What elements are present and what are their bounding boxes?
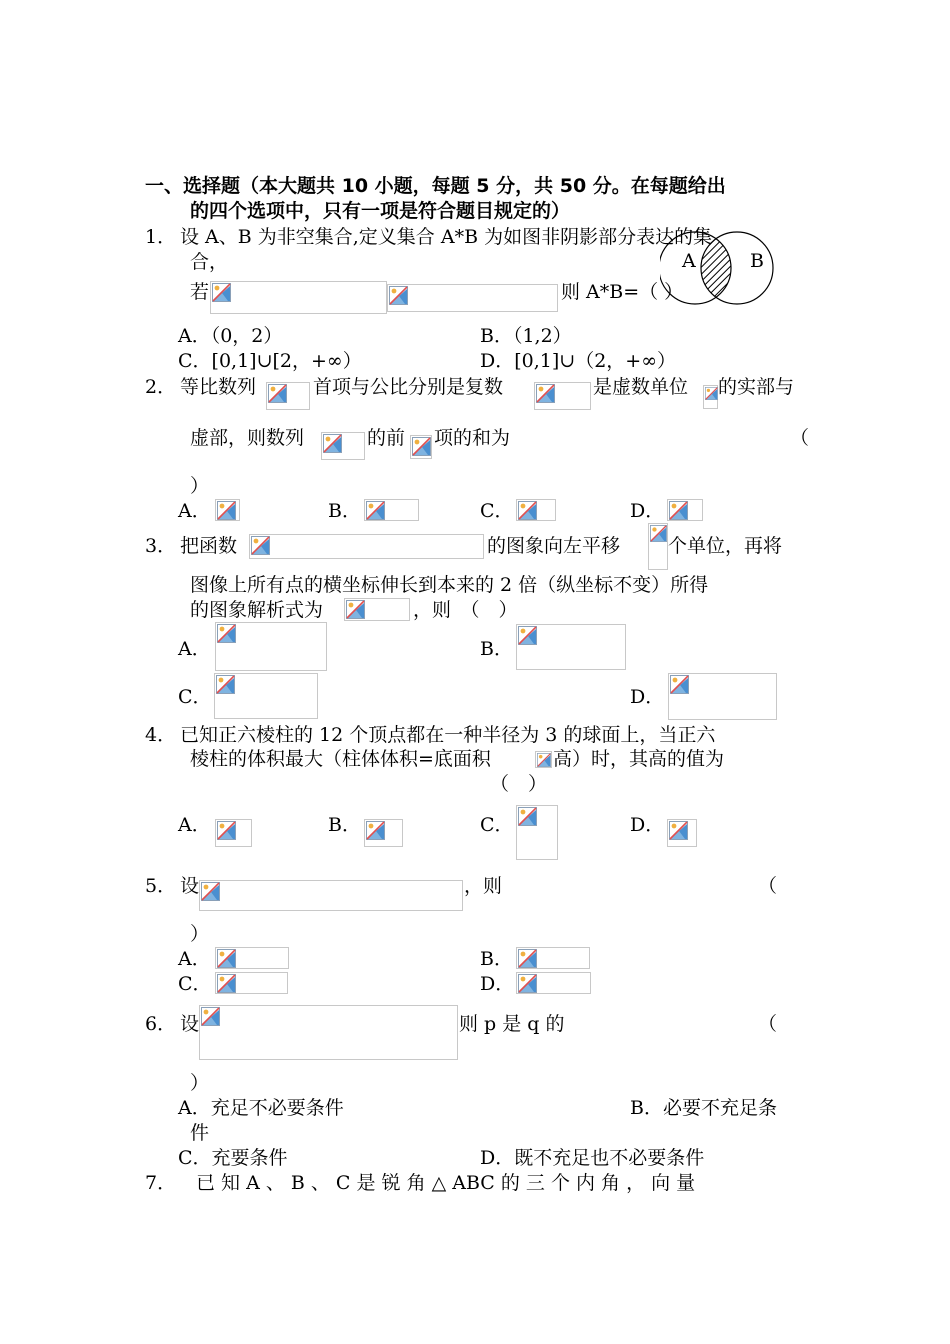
q5-option-c: C． bbox=[178, 973, 212, 995]
section-heading-line1: 一、选择题（本大题共 10 小题，每题 5 分，共 50 分。在每题给出 bbox=[145, 175, 726, 197]
broken-image-icon bbox=[217, 974, 236, 993]
q4-option-b-image bbox=[364, 819, 403, 847]
q4-number: 4． bbox=[145, 724, 177, 746]
broken-image-icon bbox=[518, 807, 537, 826]
q6-paren-close: ） bbox=[190, 1072, 210, 1094]
q2-option-d-image bbox=[667, 499, 703, 521]
q6-paren-open: （ bbox=[758, 1013, 778, 1035]
q2-option-d: D． bbox=[630, 500, 665, 522]
broken-image-icon bbox=[366, 501, 385, 520]
broken-image-icon bbox=[201, 882, 220, 901]
q1-option-c: C．[0,1]∪[2，+∞） bbox=[178, 350, 362, 372]
q5-option-d-image bbox=[516, 972, 591, 994]
q5-paren-close: ） bbox=[190, 923, 210, 945]
q3-text-line3b: ，则 （ ） bbox=[413, 599, 518, 621]
q2-formula-image-seq2 bbox=[321, 432, 365, 460]
broken-image-icon bbox=[670, 675, 689, 694]
q6-number: 6． bbox=[145, 1013, 177, 1035]
q2-text-line2c: 项的和为 bbox=[434, 427, 511, 449]
q3-formula-image-shift bbox=[648, 523, 668, 570]
broken-image-icon bbox=[216, 675, 235, 694]
q2-number: 2． bbox=[145, 376, 177, 398]
q1-if: 若 bbox=[190, 281, 210, 303]
q1-option-a: A．（0，2） bbox=[178, 325, 283, 347]
q3-text-line3a: 的图象解析式为 bbox=[190, 599, 324, 621]
broken-image-icon bbox=[346, 600, 365, 619]
q3-option-d: D． bbox=[630, 686, 665, 708]
broken-image-icon bbox=[518, 501, 537, 520]
q1-number: 1． bbox=[145, 226, 177, 248]
broken-image-icon bbox=[518, 974, 537, 993]
q2-text-line2b: 的前 bbox=[367, 427, 406, 449]
q7-number: 7． bbox=[145, 1172, 177, 1194]
q3-formula-image-result bbox=[344, 598, 410, 621]
q2-formula-image-seq bbox=[266, 382, 310, 410]
q4-formula-image-times bbox=[535, 751, 552, 768]
section-heading-line2: 的四个选项中，只有一项是符合题目规定的） bbox=[190, 200, 571, 222]
broken-image-icon bbox=[217, 624, 236, 643]
q2-option-c-image bbox=[516, 499, 556, 521]
q6-formula-image bbox=[199, 1005, 458, 1060]
q5-option-b: B． bbox=[480, 948, 513, 970]
q5-option-a: A． bbox=[178, 948, 211, 970]
q4-option-c: C． bbox=[480, 814, 514, 836]
q1-formula-image-2 bbox=[387, 284, 558, 312]
broken-image-icon bbox=[669, 821, 688, 840]
q2-option-b-image bbox=[364, 499, 419, 521]
broken-image-icon bbox=[366, 821, 385, 840]
q3-option-b-image bbox=[516, 624, 626, 670]
broken-image-icon bbox=[536, 384, 555, 403]
broken-image-icon bbox=[251, 536, 270, 555]
q2-text-4: 的实部与 bbox=[718, 376, 795, 398]
q6-option-a: A．充足不必要条件 bbox=[178, 1097, 344, 1119]
broken-image-icon bbox=[537, 753, 551, 767]
q1-option-b: B．（1,2） bbox=[480, 325, 572, 347]
q5-option-b-image bbox=[516, 947, 590, 969]
q4-text-line2b: 高）时，其高的值为 bbox=[553, 748, 725, 770]
q4-text-line1: 已知正六棱柱的 12 个顶点都在一种半径为 3 的球面上，当正六 bbox=[180, 724, 716, 746]
q3-option-d-image bbox=[668, 673, 777, 720]
broken-image-icon bbox=[705, 387, 718, 400]
q5-option-d: D． bbox=[480, 973, 515, 995]
q4-option-d-image bbox=[667, 819, 697, 847]
broken-image-icon bbox=[217, 501, 236, 520]
q3-formula-image-func bbox=[249, 534, 484, 559]
broken-image-icon bbox=[518, 626, 537, 645]
venn-diagram bbox=[660, 230, 780, 306]
broken-image-icon bbox=[412, 437, 431, 456]
q3-text-2: 的图象向左平移 bbox=[487, 535, 621, 557]
q2-option-c: C． bbox=[480, 500, 514, 522]
q2-text-2: 首项与公比分别是复数 bbox=[313, 376, 504, 398]
q2-option-a: A． bbox=[178, 500, 211, 522]
q4-text-line2a: 棱柱的体积最大（柱体体积=底面积 bbox=[190, 748, 491, 770]
q1-option-d: D．[0,1]∪（2，+∞） bbox=[480, 350, 677, 372]
q4-option-c-image bbox=[516, 805, 558, 860]
q5-text-1: 设 bbox=[180, 875, 200, 897]
broken-image-icon bbox=[268, 384, 287, 403]
q7-text-line1: 已 知 A 、 B 、 C 是 锐 角 △ ABC 的 三 个 内 角 ， 向 量 bbox=[196, 1172, 696, 1194]
q2-paren-close: ） bbox=[190, 475, 210, 497]
q6-option-c: C．充要条件 bbox=[178, 1147, 288, 1169]
q3-option-c: C． bbox=[178, 686, 212, 708]
q3-number: 3． bbox=[145, 535, 177, 557]
q1-text-line2: 合， bbox=[190, 251, 229, 273]
q2-formula-image-i bbox=[703, 385, 718, 409]
q3-option-a-image bbox=[215, 622, 327, 671]
q6-text-2: 则 p 是 q 的 bbox=[459, 1013, 565, 1035]
q1-text-line1: 设 A、B 为非空集合,定义集合 A*B 为如图非阴影部分表达的集 bbox=[180, 226, 713, 248]
broken-image-icon bbox=[201, 1007, 220, 1026]
q2-formula-image-complex bbox=[534, 382, 591, 410]
broken-image-icon bbox=[669, 501, 688, 520]
venn-label-b: B bbox=[750, 250, 764, 272]
q6-option-d: D．既不充足也不必要条件 bbox=[480, 1147, 705, 1169]
q2-paren-open: （ bbox=[790, 427, 810, 449]
q6-text-1: 设 bbox=[180, 1013, 200, 1035]
broken-image-icon bbox=[217, 821, 236, 840]
q3-text-3: 个单位，再将 bbox=[668, 535, 783, 557]
q5-option-a-image bbox=[215, 947, 289, 969]
q4-paren: （ ） bbox=[490, 773, 548, 795]
q2-text-3: 是虚数单位 bbox=[593, 376, 689, 398]
q4-option-a: A． bbox=[178, 814, 211, 836]
broken-image-icon bbox=[212, 283, 231, 302]
q4-option-a-image bbox=[215, 819, 252, 847]
q1-then: 则 A*B=（ ） bbox=[561, 281, 684, 303]
q2-option-a-image bbox=[215, 499, 240, 521]
q6-option-b-continued: 件 bbox=[190, 1122, 210, 1144]
q5-paren-open: （ bbox=[758, 875, 778, 897]
q2-text-1: 等比数列 bbox=[180, 376, 257, 398]
q1-formula-image-1 bbox=[210, 281, 387, 314]
q3-text-line2: 图像上所有点的横坐标伸长到本来的 2 倍（纵坐标不变）所得 bbox=[190, 574, 709, 596]
q3-text-1: 把函数 bbox=[180, 535, 238, 557]
q5-option-c-image bbox=[215, 972, 288, 994]
q6-option-b: B．必要不充足条 bbox=[630, 1097, 777, 1119]
q2-formula-image-n bbox=[410, 435, 432, 459]
venn-label-a: A bbox=[682, 250, 696, 272]
broken-image-icon bbox=[518, 949, 537, 968]
broken-image-icon bbox=[323, 434, 342, 453]
q4-option-d: D． bbox=[630, 814, 665, 836]
q2-text-line2a: 虚部，则数列 bbox=[190, 427, 305, 449]
q3-option-b: B． bbox=[480, 638, 513, 660]
q2-option-b: B． bbox=[328, 500, 361, 522]
broken-image-icon bbox=[389, 286, 408, 305]
q4-option-b: B． bbox=[328, 814, 361, 836]
q3-option-a: A． bbox=[178, 638, 211, 660]
broken-image-icon bbox=[217, 949, 236, 968]
broken-image-icon bbox=[650, 525, 667, 542]
q3-option-c-image bbox=[214, 673, 318, 719]
q5-text-2: ，则 bbox=[464, 875, 503, 897]
q5-number: 5． bbox=[145, 875, 177, 897]
q5-formula-image bbox=[199, 880, 463, 911]
